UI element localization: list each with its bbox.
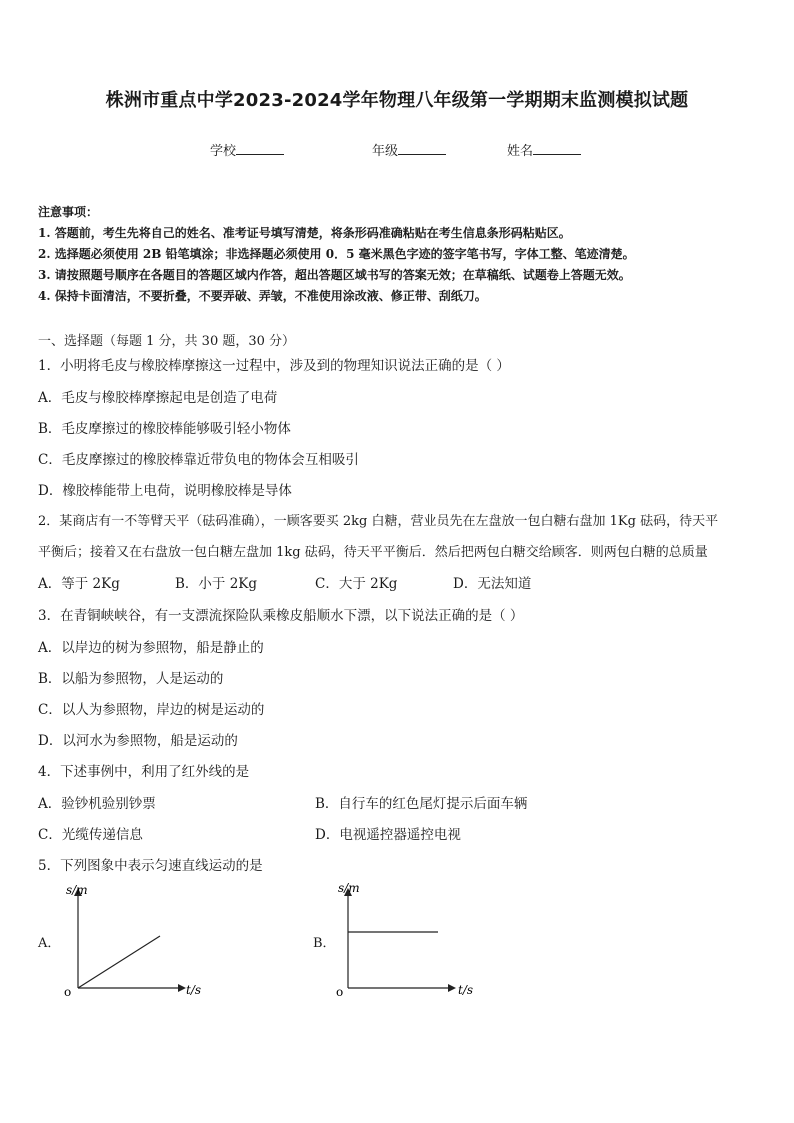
section-heading: 一、选择题（每题 1 分，共 30 题，30 分） bbox=[38, 334, 296, 349]
q1-option-d[interactable]: D．橡胶棒能带上电荷，说明橡胶棒是导体 bbox=[38, 483, 292, 499]
question-2-stem-line2: 平衡后；接着又在右盘放一包白糖左盘加 1kg 砝码，待天平平衡后．然后把两包白糖交给顾客．则两包白糖的总质量 bbox=[38, 545, 708, 560]
school-blank[interactable] bbox=[236, 142, 284, 155]
grade-field bbox=[372, 140, 446, 159]
q5-option-a-label[interactable]: A． bbox=[38, 936, 61, 951]
q1-option-a[interactable]: A．毛皮与橡胶棒摩擦起电是创造了电荷 bbox=[38, 390, 278, 406]
name-field bbox=[507, 140, 581, 159]
q4-option-a[interactable]: A．验钞机验别钞票 bbox=[38, 796, 156, 812]
notice-item: 4. 保持卡面清洁，不要折叠，不要弄破、弄皱，不准使用涂改液、修正带、刮纸刀。 bbox=[38, 289, 487, 303]
notice-heading: 注意事项： bbox=[38, 205, 99, 219]
name-label: 姓名 bbox=[507, 144, 534, 159]
q3-option-c[interactable]: C．以人为参照物，岸边的树是运动的 bbox=[38, 702, 265, 718]
question-5-stem: 5．下列图象中表示匀速直线运动的是 bbox=[38, 858, 263, 874]
q3-option-b[interactable]: B．以船为参照物，人是运动的 bbox=[38, 671, 224, 687]
question-3-stem: 3．在青铜峡峡谷，有一支漂流探险队乘橡皮船顺水下漂，以下说法正确的是（ ） bbox=[38, 608, 524, 624]
q4-option-d[interactable]: D．电视遥控器遥控电视 bbox=[315, 827, 461, 843]
q2-option-b[interactable]: B．小于 2Kg bbox=[175, 576, 258, 592]
school-label: 学校 bbox=[210, 144, 237, 159]
q4-option-b[interactable]: B．自行车的红色尾灯提示后面车辆 bbox=[315, 796, 528, 812]
q3-option-d[interactable]: D．以河水为参照物，船是运动的 bbox=[38, 733, 238, 749]
q5-graph-a[interactable] bbox=[58, 878, 208, 1000]
question-2-stem-line1: 2．某商店有一不等臂天平（砝码准确），一顾客要买 2kg 白糖，营业员先在左盘放一包白糖右盘加 1Kg 砝码，待天平 bbox=[38, 514, 719, 529]
q3-option-a[interactable]: A．以岸边的树为参照物，船是静止的 bbox=[38, 640, 264, 656]
grade-label: 年级 bbox=[372, 144, 399, 159]
graph-a-line bbox=[78, 936, 160, 988]
x-axis-label: t/s bbox=[458, 983, 474, 997]
q2-option-d[interactable]: D．无法知道 bbox=[453, 576, 532, 592]
grade-blank[interactable] bbox=[398, 142, 446, 155]
school-field bbox=[210, 140, 284, 159]
y-axis-label: s/m bbox=[338, 881, 360, 895]
page-title: 株洲市重点中学2023-2024学年物理八年级第一学期期末监测模拟试题 bbox=[105, 90, 689, 111]
q4-option-c[interactable]: C．光缆传递信息 bbox=[38, 827, 143, 843]
q1-option-b[interactable]: B．毛皮摩擦过的橡胶棒能够吸引轻小物体 bbox=[38, 421, 291, 437]
notice-item: 1. 答题前，考生先将自己的姓名、准考证号填写清楚，将条形码准确粘贴在考生信息条形码粘贴区。 bbox=[38, 226, 571, 240]
name-blank[interactable] bbox=[533, 142, 581, 155]
x-axis-label: t/s bbox=[186, 983, 202, 997]
origin-label: o bbox=[64, 985, 72, 999]
q5-option-b-label[interactable]: B． bbox=[313, 936, 336, 951]
question-4-stem: 4．下述事例中，利用了红外线的是 bbox=[38, 764, 250, 780]
question-1-stem: 1．小明将毛皮与橡胶棒摩擦这一过程中，涉及到的物理知识说法正确的是（ ） bbox=[38, 358, 510, 374]
notice-item: 3. 请按照题号顺序在各题目的答题区域内作答，超出答题区域书写的答案无效；在草稿纸、试题卷上答题无效。 bbox=[38, 268, 631, 282]
q5-graph-b[interactable] bbox=[328, 878, 478, 1000]
notice-item: 2. 选择题必须使用 2B 铅笔填涂；非选择题必须使用 0．5 毫米黑色字迹的签字笔书写，字体工整、笔迹清楚。 bbox=[38, 247, 635, 261]
origin-label: o bbox=[336, 985, 344, 999]
y-axis-label: s/m bbox=[66, 883, 88, 897]
q1-option-c[interactable]: C．毛皮摩擦过的橡胶棒靠近带负电的物体会互相吸引 bbox=[38, 452, 359, 468]
q2-option-c[interactable]: C．大于 2Kg bbox=[315, 576, 398, 592]
q2-option-a[interactable]: A．等于 2Kg bbox=[38, 576, 120, 592]
